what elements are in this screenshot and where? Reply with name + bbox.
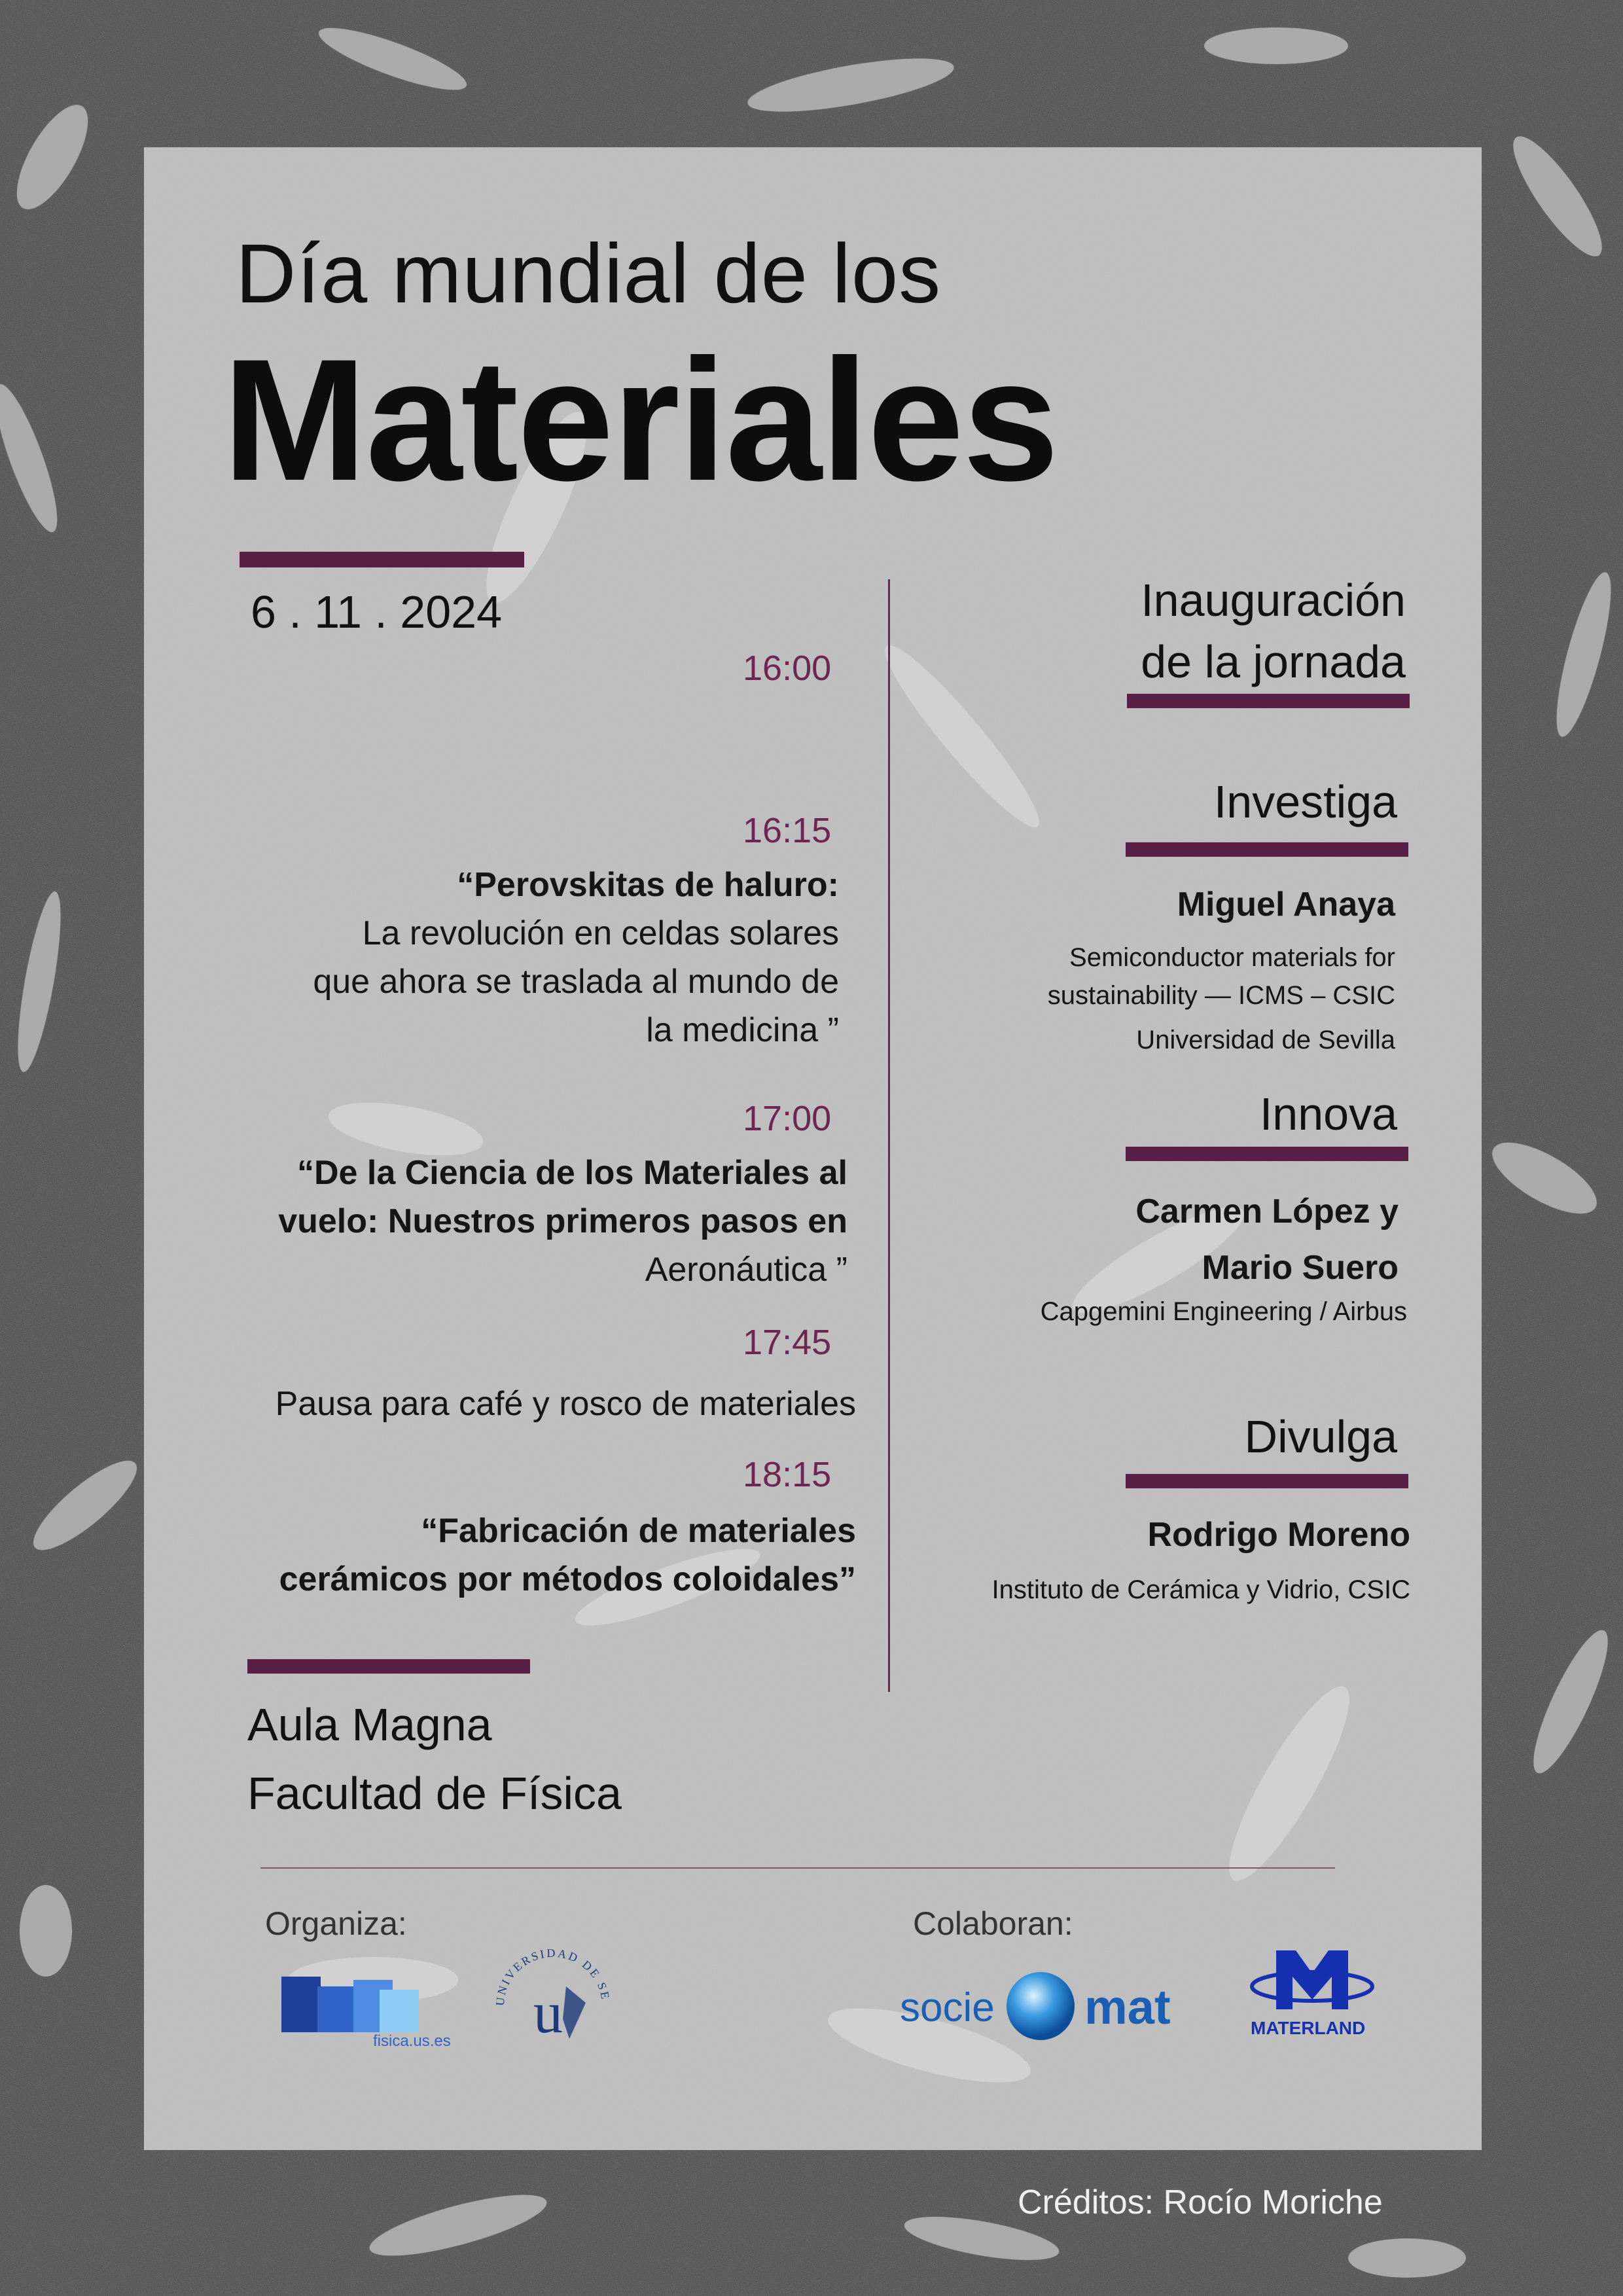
venue-line-2: Facultad de Física: [247, 1768, 622, 1819]
venue-bar: [247, 1659, 530, 1674]
section-inauguracion: [982, 569, 1406, 692]
colaboran-label: Colaboran:: [913, 1905, 1073, 1942]
coffee-break-text: Pausa para café y rosco de materiales: [275, 1385, 856, 1423]
speaker-rodrigo-moreno: Rodrigo Moreno: [1147, 1516, 1410, 1554]
us-seal-logo: [488, 1941, 618, 2072]
speakers-innova: [982, 1183, 1399, 1296]
affiliation-anaya: [916, 939, 1395, 1059]
organiza-label: Organiza:: [265, 1905, 407, 1942]
affiliation-anaya-line-1: Semiconductor materials for: [1069, 943, 1395, 972]
venue-line-1: Aula Magna: [247, 1699, 492, 1750]
divulga-bar: [1126, 1474, 1408, 1488]
talk-1615-line-3: que ahora se traslada al mundo de: [313, 963, 839, 1001]
speaker-innova-line-2: Mario Suero: [1202, 1249, 1399, 1287]
us-seal-text: UNIVERSIDAD DE SE: [493, 1946, 613, 2007]
affiliation-anaya-line-2: sustainability — ICMS – CSIC: [1047, 981, 1395, 1010]
time-1815: 18:15: [743, 1455, 832, 1494]
sociemat-right-text: mat: [1084, 1980, 1171, 2034]
affiliation-icv: Instituto de Cerámica y Vidrio, CSIC: [991, 1575, 1410, 1604]
talk-aeronautica: [196, 1149, 847, 1294]
materland-logo: [1247, 1941, 1378, 2045]
talk-1700-line-3: Aeronáutica ”: [645, 1251, 847, 1289]
date-bar: [240, 552, 524, 567]
fisica-logo: [281, 1967, 451, 2052]
talk-ceramicos: [196, 1507, 856, 1604]
section-investiga: Investiga: [1213, 776, 1397, 827]
svg-text:u: u: [533, 1981, 563, 2045]
affiliation-anaya-line-3: Universidad de Sevilla: [1136, 1026, 1395, 1054]
talk-1615-line-4: la medicina ”: [646, 1011, 839, 1049]
credits: Créditos: Rocío Moriche: [1018, 2183, 1383, 2221]
coffee-break: [196, 1380, 856, 1428]
column-divider: [888, 579, 890, 1692]
section-divulga: Divulga: [1244, 1411, 1397, 1462]
talk-1615-line-1: “Perovskitas de haluro:: [457, 866, 839, 904]
fisica-logo-text: fisica.us.es: [373, 2032, 451, 2050]
event-date: 6 . 11 . 2024: [251, 586, 503, 637]
time-1615: 16:15: [743, 811, 832, 850]
materland-text: MATERLAND: [1251, 2018, 1366, 2038]
inauguracion-line-1: Inauguración: [1141, 575, 1406, 626]
talk-perovskitas: [196, 861, 839, 1054]
sociemat-logo: [900, 1970, 1201, 2042]
title-line-1: Día mundial de los: [236, 227, 942, 321]
talk-1615-line-2: La revolución en celdas solares: [362, 914, 839, 952]
time-1700: 17:00: [743, 1099, 832, 1138]
talk-1815-line-1: “Fabricación de materiales: [421, 1512, 856, 1550]
speaker-innova-line-1: Carmen López y: [1135, 1193, 1399, 1230]
inauguracion-line-2: de la jornada: [1141, 636, 1406, 687]
talk-1815-line-2: cerámicos por métodos coloidales”: [279, 1560, 856, 1598]
talk-1700-line-2: vuelo: Nuestros primeros pasos en: [278, 1202, 847, 1240]
innova-bar: [1126, 1147, 1408, 1161]
affiliation-capgemini: Capgemini Engineering / Airbus: [1040, 1297, 1407, 1326]
footer-separator: [260, 1867, 1335, 1869]
time-1745: 17:45: [743, 1323, 832, 1362]
investiga-bar: [1126, 842, 1408, 857]
time-1600: 16:00: [743, 649, 832, 688]
title-line-2: Materiales: [223, 323, 1058, 517]
speaker-miguel-anaya: Miguel Anaya: [1177, 886, 1395, 924]
section-innova: Innova: [1259, 1088, 1397, 1139]
sociemat-left-text: socie: [900, 1985, 995, 2030]
talk-1700-line-1: “De la Ciencia de los Materiales al: [296, 1154, 847, 1192]
inauguracion-bar: [1127, 694, 1410, 708]
